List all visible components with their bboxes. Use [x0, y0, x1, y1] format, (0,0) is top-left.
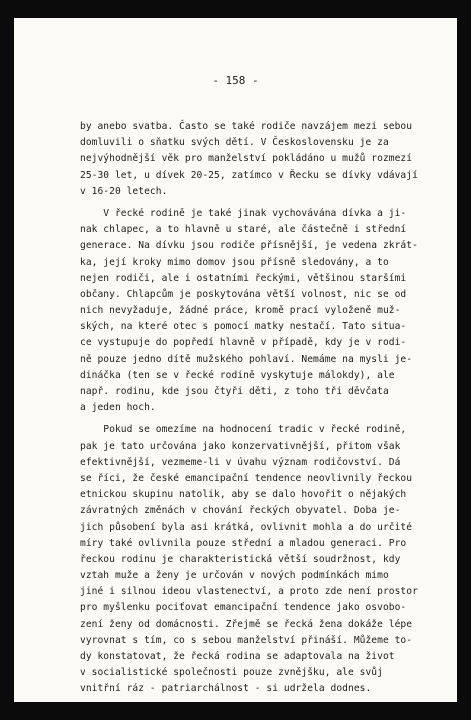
text-line: 25-30 let, u dívek 20-25, zatímco v Řecku se dívky vdávají	[80, 169, 418, 181]
text-line: generace. Na dívku jsou rodiče přísnější, je vedena zkrát-	[80, 240, 418, 252]
text-line: závratných změnách v chování řeckých obyvatel. Doba je-	[80, 505, 401, 517]
text-line: pro myšlenku pociťovat emancipační tendence jako osvobo-	[80, 602, 407, 614]
text-line: vztah muže a ženy je určován v nových podmínkách mimo	[80, 570, 389, 582]
text-line: nak chlapec, a to hlavně u staré, ale částečně i střední	[80, 224, 407, 236]
text-line: v 16-20 letech.	[80, 185, 168, 197]
text-line: nejvýhodnější věk pro manželství pokládáno u mužů rozmezí	[80, 153, 413, 165]
text-line: nich nevyžaduje, žádné práce, kromě prací vyloženě muž-	[80, 305, 401, 317]
page-number: - 158 -	[212, 74, 259, 87]
text-line: míry také ovlivnila pouze střední a mladou generaci. Pro	[80, 537, 407, 549]
text-line: domluvili o sňatku svých dětí. V Československu je za	[80, 137, 389, 149]
text-line: by anebo svatba. Často se také rodiče navzájem mezi sebou	[80, 121, 413, 132]
text-line: např. rodinu, kde jsou čtyři děti, z toho tři děvčata	[80, 386, 389, 397]
paragraph	[80, 206, 450, 416]
paragraph	[80, 422, 450, 697]
document-page	[14, 18, 457, 702]
text-line: ce vystupuje do popředí hlavně v případě, kdy je v rodi-	[80, 337, 407, 349]
text-line: ně pouze jedno dítě mužského pohlaví. Nemáme na mysli je-	[80, 353, 413, 365]
text-line: jiné i silnou ideou vlastenectví, a proto zde není prostor	[80, 586, 418, 598]
text-line: ských, na které otec s pomocí matky nestačí. Tato situa-	[80, 321, 407, 333]
text-line: Pokud se omezíme na hodnocení tradic v řecké rodině,	[80, 424, 407, 436]
text-line: vnitřní ráz - patriarchálnost - si udržela dodnes.	[80, 683, 372, 695]
text-line: vyrovnat s tím, co s sebou manželství přináší. Můžeme to-	[80, 634, 413, 646]
text-line: dináčka (ten se v řecké rodině vyskytuje málokdy), ale	[80, 369, 395, 381]
text-line: řeckou rodinu je charakteristická větší soudržnost, kdy	[80, 553, 401, 565]
text-line: pak je tato určována jako konzervativnější, přitom však	[80, 440, 401, 452]
text-line: zení ženy od domácnosti. Zřejmě se řecká žena dokáže lépe	[80, 618, 413, 630]
text-line: v socialistické společnosti pouze zvnějšku, ale svůj	[80, 667, 383, 679]
paragraph	[80, 119, 450, 200]
text-line: občany. Chlapcům je poskytována větší volnost, nic se od	[80, 288, 407, 300]
text-line: nejen rodiči, ale i ostatními řeckými, většinou staršími	[80, 272, 407, 284]
document-body	[80, 119, 450, 698]
text-line: a jeden hoch.	[80, 402, 156, 414]
text-line: efektivnější, vezmeme-li v úvahu význam rodičovství. Dá	[80, 456, 401, 468]
text-line: V řecké rodině je také jinak vychovávána dívka a ji-	[80, 207, 407, 219]
text-line: etnickou skupinu natolik, aby se dalo hovořit o nějakých	[80, 489, 407, 501]
text-line: dy konstatovat, že řecká rodina se adaptovala na život	[80, 651, 395, 662]
text-line: ka, její kroky mimo domov jsou přísně sledovány, a to	[80, 256, 389, 268]
text-line: jich působení byla asi krátká, ovlivnit mohla a do určité	[80, 521, 413, 533]
text-line: se říci, že české emancipační tendence neovlivnily řeckou	[80, 472, 413, 484]
